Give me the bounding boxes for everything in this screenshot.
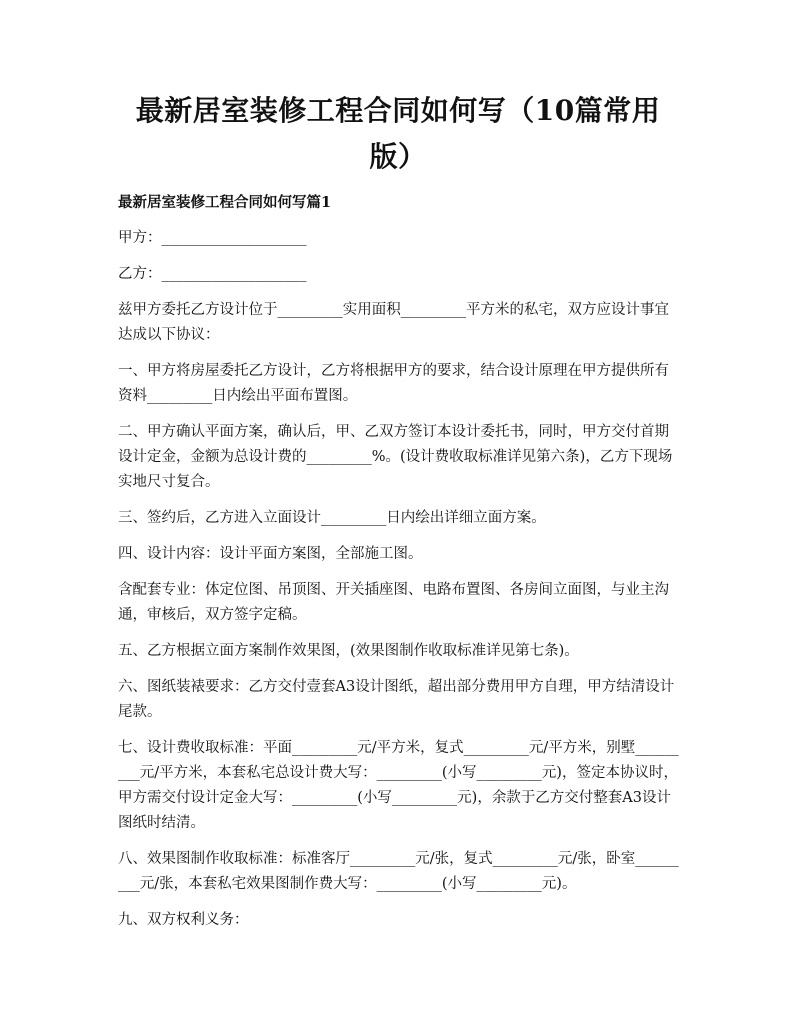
paragraph-clause-7: 七、设计费收取标准：平面_________元/平方米，复式_________元/平方米，别墅_________元/平方米，本套私宅总设计费大写：_________(小写_________元)，签定本协议时，甲方需交付设计定金大写：_________(小写_________元)，余款于乙方交付整套A3设计图纸时结清。 [118, 740, 679, 831]
party-b-line: 乙方：____________________ [118, 266, 307, 282]
paragraph-clause-1: 一、甲方将房屋委托乙方设计，乙方将根据甲方的要求，结合设计原理在甲方提供所有资料_________日内绘出平面布置图。 [118, 363, 669, 404]
section-heading: 最新居室装修工程合同如何写篇1 [118, 194, 332, 211]
paragraph-clause-4: 四、设计内容：设计平面方案图，全部施工图。 [118, 546, 423, 562]
paragraph-clause-6: 六、图纸装裱要求：乙方交付壹套A3设计图纸，超出部分费用甲方自理，甲方结清设计尾款。 [118, 679, 675, 720]
paragraph-clause-5: 五、乙方根据立面方案制作效果图，(效果图制作收取标准详见第七条)。 [118, 643, 579, 659]
paragraph-clause-9: 九、双方权利义务： [118, 912, 249, 928]
paragraph-clause-8: 八、效果图制作收取标准：标准客厅_________元/张，复式_________元/张，卧室_________元/张，本套私宅效果图制作费大写：_________(小写_________元)。 [118, 851, 679, 892]
paragraph-intro: 兹甲方委托乙方设计位于_________实用面积_________平方米的私宅，双方应设计事宜达成以下协议： [118, 302, 669, 343]
party-a-line: 甲方：____________________ [118, 230, 307, 246]
document-body [118, 190, 680, 944]
paragraph-clause-2: 二、甲方确认平面方案，确认后，甲、乙双方签订本设计委托书，同时，甲方交付首期设计定金，金额为总设计费的_________%。(设计费收取标准详见第六条)，乙方下现场实地尺寸复合。 [118, 424, 673, 490]
document-title: 最新居室装修工程合同如何写（10篇常用版） [135, 94, 661, 173]
paragraph-clause-3: 三、签约后，乙方进入立面设计_________日内绘出详细立面方案。 [118, 510, 546, 526]
paragraph-clause-4-detail: 含配套专业：体定位图、吊顶图、开关插座图、电路布置图、各房间立面图，与业主沟通，审核后，双方签字定稿。 [118, 582, 669, 623]
